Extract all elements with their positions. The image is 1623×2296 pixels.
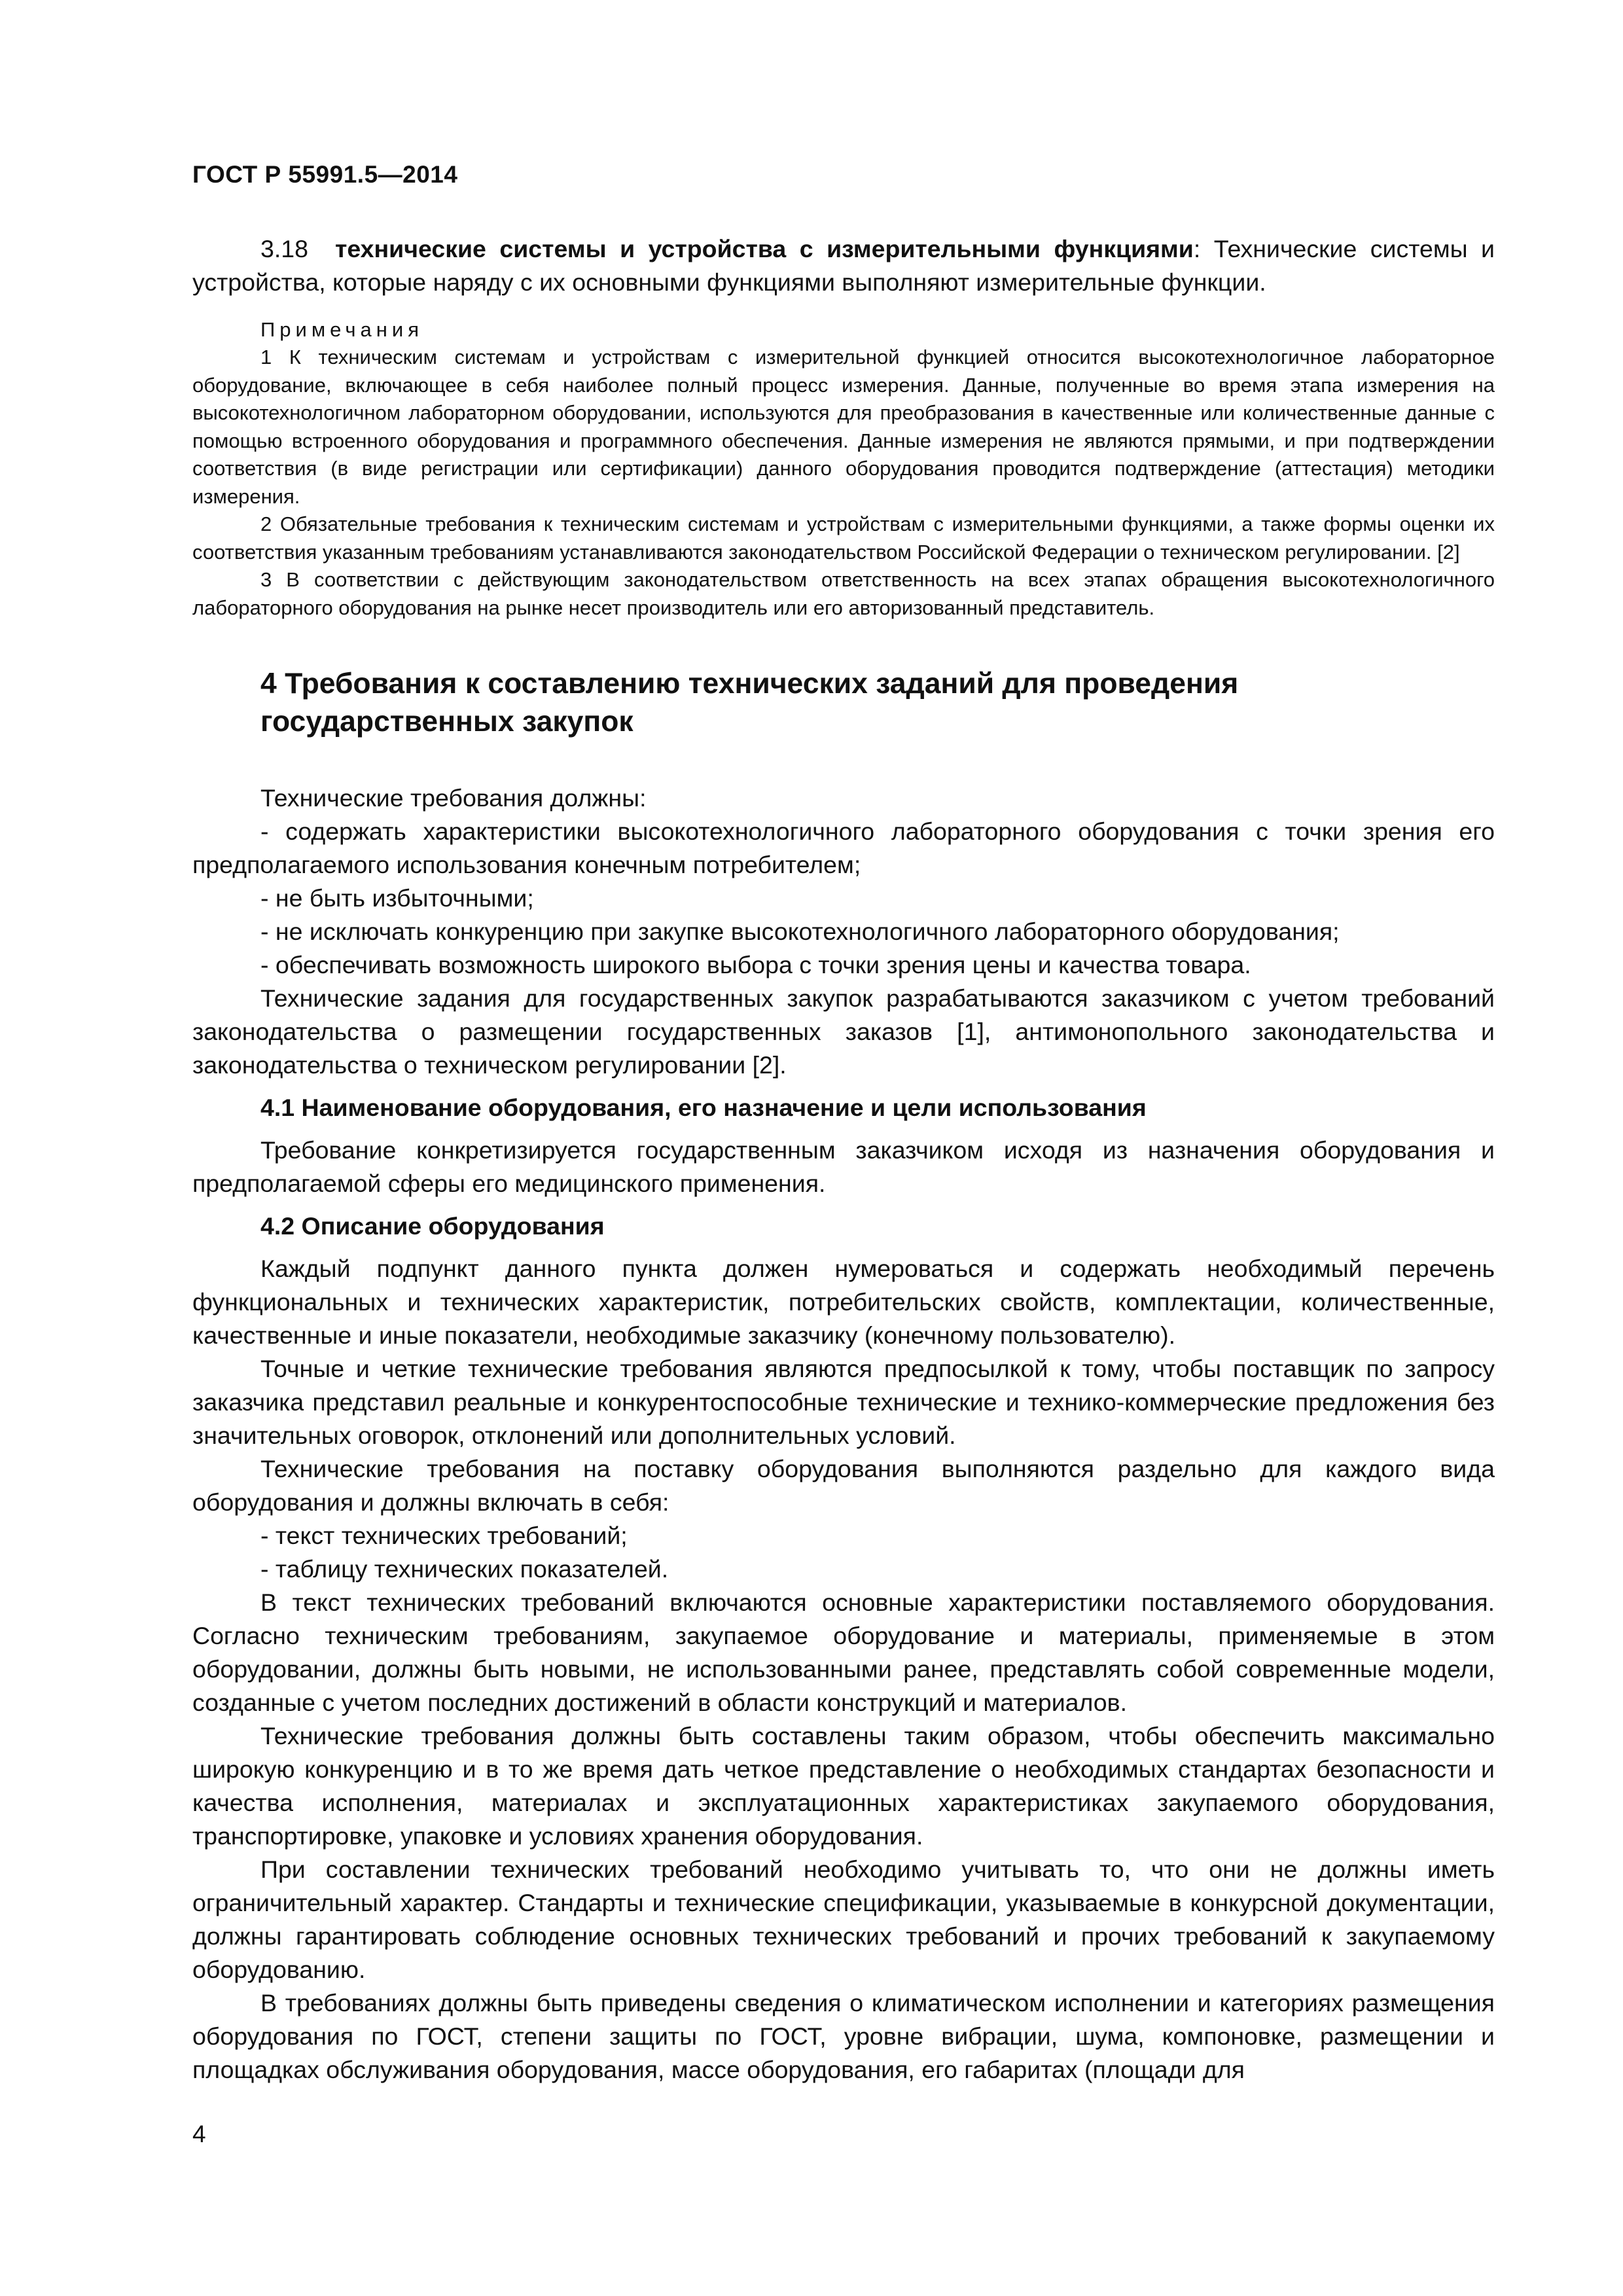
section-4-bullet: - обеспечивать возможность широкого выбора с точки зрения цены и качества товара. — [260, 951, 1251, 978]
note-2: 2 Обязательные требования к техническим системам и устройствам с измерительными функциями, а также формы оценки их соответствия указанным требованиям устанавливаются законодательством Российской Федерации о техническом регулировании. [2] — [192, 512, 1495, 564]
section-4-2-paragraph: Технические требования на поставку оборудования выполняются раздельно для каждого вида оборудования и должны включать в себя: — [192, 1455, 1495, 1516]
section-4-2-list-item: - текст технических требований; — [260, 1522, 628, 1549]
section-4-2-paragraph: Технические требования должны быть составлены таким образом, чтобы обеспечить максимально широкую конкуренцию и в то же время дать четкое представление о необходимых стандартах безопасности и качества исполнения, материалах и эксплуатационных характеристиках закупаемого оборудования, транспортировке, упаковке и условиях хранения оборудования. — [192, 1722, 1495, 1850]
section-4-1-text: Требование конкретизируется государственным заказчиком исходя из назначения оборудования и предполагаемой сферы его медицинского применения. — [192, 1136, 1495, 1197]
notes-heading: Примечания — [260, 318, 423, 341]
section-4-closing: Технические задания для государственных закупок разрабатываются заказчиком с учетом требований законодательства о размещении государственных заказов [1], антимонопольного законодательства и законодательства о техническом регулировании [2]. — [192, 984, 1495, 1079]
section-4-title: 4 Требования к составлению технических заданий для проведения государственных закупок — [260, 668, 1239, 738]
note-1: 1 К техническим системам и устройствам с измерительной функцией относится высокотехнологичное лабораторное оборудование, включающее в себя наиболее полный процесс измерения. Данные, полученные во время этапа измерения на высокотехнологичном лабораторном оборудовании, используются для преобразования в качественные или количественные данные с помощью встроенного оборудования и программного обеспечения. Данные измерения не являются прямыми, и при подтверждении соответствия (в виде регистрации или сертификации) данного оборудования проводится подтверждение (аттестация) методики измерения. — [192, 346, 1495, 508]
note-3: 3 В соответствии с действующим законодательством ответственность на всех этапах обращения высокотехнологичного лабораторного оборудования на рынке несет производитель или его авторизованный представитель. — [192, 568, 1495, 619]
definition-term: технические системы и устройства с измерительными функциями — [334, 235, 1194, 262]
section-4-2-title: 4.2 Описание оборудования — [260, 1212, 605, 1240]
definition-number: 3.18 — [260, 235, 308, 262]
section-4-2-paragraph: В текст технических требований включаются основные характеристики поставляемого оборудования. Согласно техническим требованиям, закупаемое оборудование и материалы, применяемые в этом оборудовании, должны быть новыми, не использованными ранее, представлять собой современные модели, созданные с учетом последних достижений в области конструкций и материалов. — [192, 1588, 1495, 1716]
section-4-bullet: - содержать характеристики высокотехнологичного лабораторного оборудования с точки зрения его предполагаемого использования конечным потребителем; — [192, 817, 1495, 878]
section-4-intro: Технические требования должны: — [260, 784, 647, 812]
section-4-1-title: 4.1 Наименование оборудования, его назначение и цели использования — [260, 1094, 1147, 1121]
section-4-2-paragraph: Точные и четкие технические требования являются предпосылкой к тому, чтобы поставщик по запросу заказчика представил реальные и конкурентоспособные технические и технико-коммерческие предложения без значительных оговорок, отклонений или дополнительных условий. — [192, 1355, 1495, 1449]
section-4-bullet: - не быть избыточными; — [260, 884, 534, 912]
section-4-2-list-item: - таблицу технических показателей. — [260, 1555, 669, 1583]
section-4-2-paragraph: Каждый подпункт данного пункта должен нумероваться и содержать необходимый перечень функциональных и технических характеристик, потребительских свойств, комплектации, количественные, качественные и иные показатели, необходимые заказчику (конечному пользователю). — [192, 1255, 1495, 1349]
page-number: 4 — [192, 2121, 206, 2147]
section-4-bullet: - не исключать конкуренцию при закупке высокотехнологичного лабораторного оборудования; — [260, 918, 1340, 945]
section-4-2-paragraph: В требованиях должны быть приведены сведения о климатическом исполнении и категориях размещения оборудования по ГОСТ, степени защиты по ГОСТ, уровне вибрации, шума, компоновке, размещении и площадках обслуживания оборудования, массе оборудования, его габаритах (площади для — [192, 1989, 1495, 2083]
definition-text: : Технические системы и устройства, которые наряду с их основными функциями выполняют измерительные функции. — [192, 235, 1495, 296]
definition-3-18 — [192, 232, 1495, 299]
section-4-2-paragraph: При составлении технических требований необходимо учитывать то, что они не должны иметь ограничительный характер. Стандарты и технические спецификации, указываемые в конкурсной документации, должны гарантировать соблюдение основных технических требований и прочих требований к закупаемому оборудованию. — [192, 1856, 1495, 1983]
page-content — [192, 232, 1495, 2087]
document-code-header: ГОСТ Р 55991.5—2014 — [192, 161, 458, 188]
